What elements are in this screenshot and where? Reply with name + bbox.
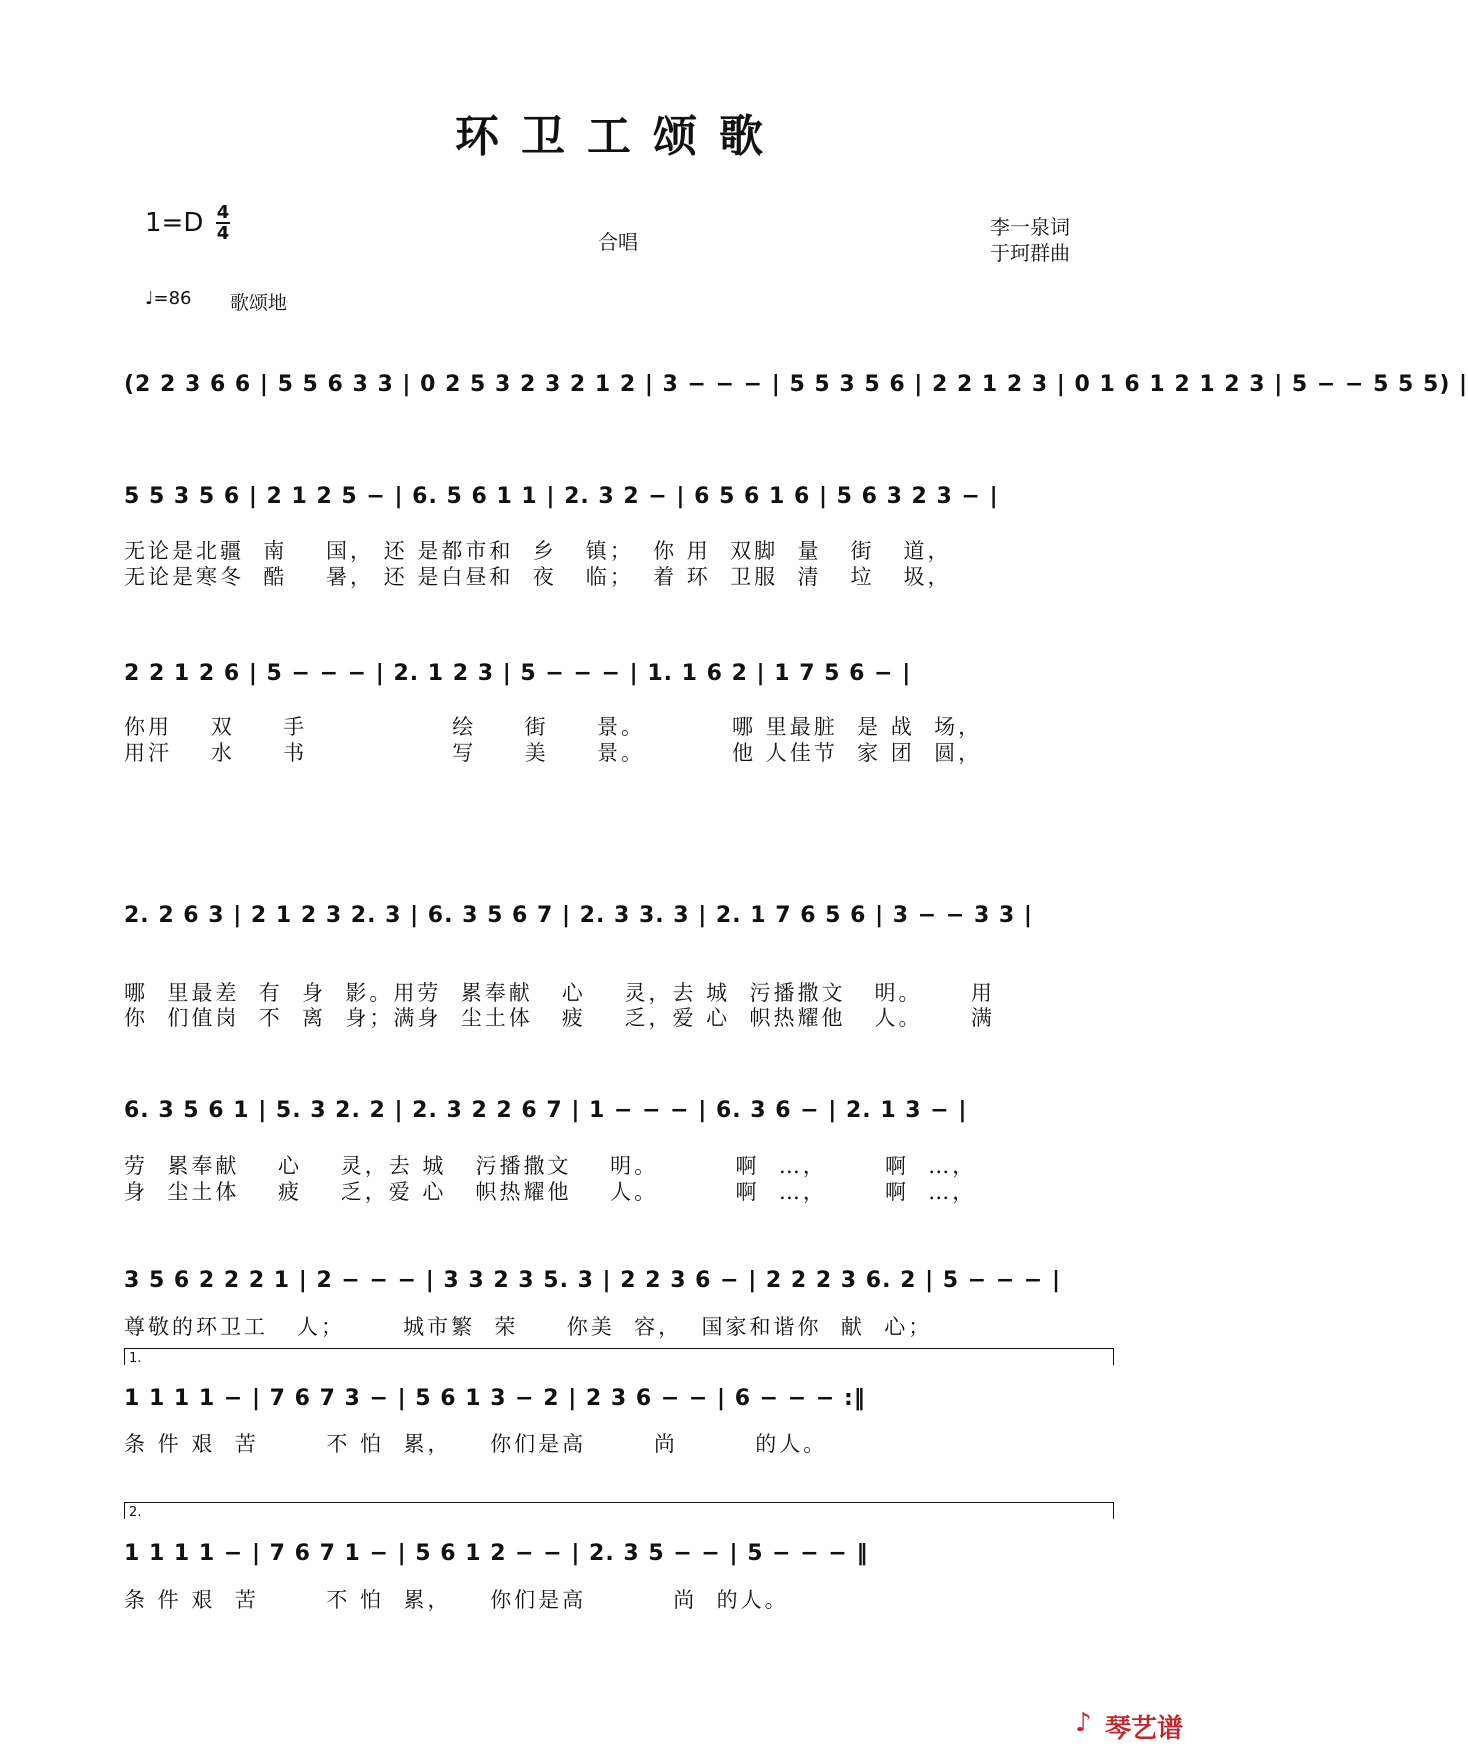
composer: 于珂群曲 bbox=[990, 241, 1070, 265]
lyric-line-1b: 无论是寒冬 酷 暑， 还 是白昼和 夜 临； 着 环 卫服 清 垃 圾， bbox=[124, 565, 952, 589]
score-row-5: 3 5 6 2 2 2 1 | 2 − − − | 3 3 2 3 5. 3 | 2 2 3 6 − | 2 2 2 3 6. 2 | 5 − − − | bbox=[124, 1268, 1062, 1293]
score-row-1: 5 5 3 5 6 | 2 1 2 5 − | 6. 5 6 1 1 | 2. 3 2 − | 6 5 6 1 6 | 5 6 3 2 3 − | bbox=[124, 484, 999, 509]
lyric-line-7: 条 件 艰 苦 不 怕 累， 你们是高 尚 的人。 bbox=[124, 1588, 789, 1612]
lyricist: 李一泉词 bbox=[990, 215, 1070, 239]
lyric-line-3b: 你 们值岗 不 离 身；满身 尘土体 疲 乏，爱 心 帜热耀他 人。 满 bbox=[124, 1006, 995, 1030]
lyric-line-1a: 无论是北疆 南 国， 还 是都市和 乡 镇； 你 用 双脚 量 街 道， bbox=[124, 539, 952, 563]
expression-marking: 歌颂地 bbox=[230, 292, 288, 314]
score-row-2: 2 2 1 2 6 | 5 − − − | 2. 1 2 3 | 5 − − − | 1. 1 6 2 | 1 7 5 6 − | bbox=[124, 661, 912, 686]
watermark-logo-icon: ♪ bbox=[1075, 1708, 1092, 1738]
score-row-7: 1 1 1 1 − | 7 6 7 1 − | 5 6 1 2 − − | 2. 3 5 − − | 5 − − − ‖ bbox=[124, 1541, 869, 1566]
meter-bottom: 4 bbox=[216, 223, 230, 244]
credits bbox=[990, 214, 1070, 266]
score-row-3: 2. 2 6 3 | 2 1 2 3 2. 3 | 6. 3 5 6 7 | 2. 3 3. 3 | 2. 1 7 6 5 6 | 3 − − 3 3 | bbox=[124, 903, 1033, 928]
time-signature bbox=[216, 204, 230, 242]
score-row-6: 1 1 1 1 − | 7 6 7 3 − | 5 6 1 3 − 2 | 2 3 6 − − | 6 − − − :‖ bbox=[124, 1386, 866, 1411]
page-title: 环卫工颂歌 bbox=[455, 111, 785, 162]
lyric-line-5: 尊敬的环卫工 人； 城市繁 荣 你美 容， 国家和谐你 献 心； bbox=[124, 1315, 933, 1339]
tempo-marking: ♩=86 bbox=[145, 288, 192, 309]
performance-form: 合唱 bbox=[598, 230, 638, 254]
score-row-4: 6. 3 5 6 1 | 5. 3 2. 2 | 2. 3 2 2 6 7 | 1 − − − | 6. 3 6 − | 2. 1 3 − | bbox=[124, 1098, 968, 1123]
volta-bracket-2 bbox=[124, 1502, 1114, 1519]
volta-number-2: 2. bbox=[129, 1505, 142, 1520]
lyric-line-3a: 哪 里最差 有 身 影。用劳 累奉献 心 灵，去 城 污播撒文 明。 用 bbox=[124, 981, 995, 1005]
key-signature: 1=D bbox=[145, 208, 204, 238]
volta-number-1: 1. bbox=[129, 1351, 142, 1366]
lyric-line-6: 条 件 艰 苦 不 怕 累， 你们是高 尚 的人。 bbox=[124, 1432, 828, 1456]
lyric-line-4b: 身 尘土体 疲 乏，爱 心 帜热耀他 人。 啊 …， 啊 …， bbox=[124, 1180, 977, 1204]
lyric-line-2a: 你用 双 手 绘 街 景。 哪 里最脏 是 战 场， bbox=[124, 715, 983, 739]
watermark: 琴艺谱 bbox=[1105, 1714, 1184, 1744]
volta-bracket-1 bbox=[124, 1348, 1114, 1365]
score-row-intro: (2 2 3 6 6 | 5 5 6 3 3 | 0 2 5 3 2 3 2 1 2 | 3 − − − | 5 5 3 5 6 | 2 2 1 2 3 | 0 1 6 1 2 1 2 3 | 5 − − 5 5 5) | bbox=[124, 372, 1468, 397]
lyric-line-4a: 劳 累奉献 心 灵，去 城 污播撒文 明。 啊 …， 啊 …， bbox=[124, 1154, 977, 1178]
lyric-line-2b: 用汗 水 书 写 美 景。 他 人佳节 家 团 圆， bbox=[124, 741, 983, 765]
meter-top: 4 bbox=[216, 202, 230, 223]
